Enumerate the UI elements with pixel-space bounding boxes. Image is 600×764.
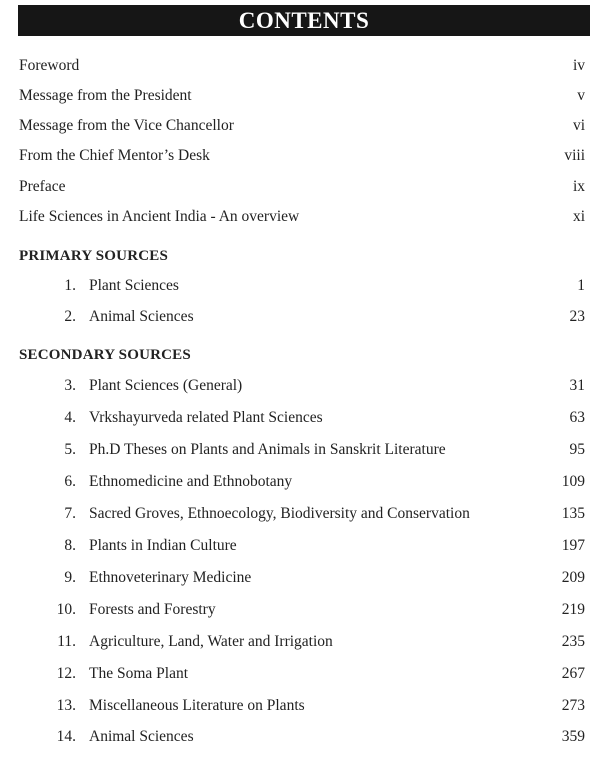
entry-number: 4. xyxy=(64,409,76,426)
entry-page: 197 xyxy=(561,537,585,554)
entry-number: 9. xyxy=(64,569,76,586)
entry-title: Agriculture, Land, Water and Irrigation xyxy=(89,633,333,650)
entry-title: Plant Sciences xyxy=(89,277,179,294)
toc-entry-3[interactable] xyxy=(19,374,585,398)
entry-title: Ph.D Theses on Plants and Animals in Sanskrit Literature xyxy=(89,441,446,458)
entry-page: 219 xyxy=(561,601,585,618)
entry-page: v xyxy=(577,87,585,104)
entry-title: Vrkshayurveda related Plant Sciences xyxy=(89,409,323,426)
entry-number: 11. xyxy=(57,633,76,650)
toc-entry-7[interactable] xyxy=(19,502,585,526)
toc-entry-14[interactable] xyxy=(19,725,585,749)
entry-page: 109 xyxy=(561,473,585,490)
toc-entry-2[interactable] xyxy=(19,305,585,329)
entry-page: 135 xyxy=(561,505,585,522)
contents-header-bar xyxy=(18,5,590,36)
entry-title: Preface xyxy=(19,178,66,195)
entry-title: Ethnomedicine and Ethnobotany xyxy=(89,473,293,490)
entry-title: Life Sciences in Ancient India - An overview xyxy=(19,208,300,225)
entry-number: 2. xyxy=(64,308,76,325)
entry-page: ix xyxy=(572,178,585,195)
entry-page: 267 xyxy=(561,665,585,682)
entry-page: xi xyxy=(572,208,585,225)
entry-title: Forests and Forestry xyxy=(89,601,216,618)
entry-number: 6. xyxy=(64,473,76,490)
toc-entry-5[interactable] xyxy=(19,438,585,462)
section-heading-primary: PRIMARY SOURCES xyxy=(19,248,169,264)
entry-page: 63 xyxy=(569,409,585,426)
entry-page: 235 xyxy=(561,633,585,650)
entry-title: Message from the President xyxy=(19,87,192,104)
entry-title: Plants in Indian Culture xyxy=(89,537,237,554)
toc-entry-12[interactable] xyxy=(19,662,585,686)
entry-page: 359 xyxy=(561,728,585,745)
entry-page: iv xyxy=(572,57,585,74)
toc-entry-4[interactable] xyxy=(19,406,585,430)
entry-title: Miscellaneous Literature on Plants xyxy=(89,697,305,714)
entry-number: 8. xyxy=(64,537,76,554)
entry-title: The Soma Plant xyxy=(89,665,189,682)
entry-title: From the Chief Mentor’s Desk xyxy=(19,147,210,164)
toc-entry-6[interactable] xyxy=(19,470,585,494)
entry-page: 23 xyxy=(569,308,585,325)
toc-entry-chief-mentor[interactable] xyxy=(19,144,585,168)
entry-page: vi xyxy=(572,117,585,134)
entry-number: 13. xyxy=(56,697,76,714)
entry-number: 12. xyxy=(56,665,76,682)
toc-entry-11[interactable] xyxy=(19,630,585,654)
entry-page: 273 xyxy=(561,697,585,714)
entry-number: 3. xyxy=(64,377,76,394)
toc-entry-overview[interactable] xyxy=(19,205,585,229)
entry-page: viii xyxy=(564,147,585,164)
entry-page: 209 xyxy=(561,569,585,586)
toc-entry-8[interactable] xyxy=(19,534,585,558)
toc-entry-message-president[interactable] xyxy=(19,84,585,108)
entry-number: 1. xyxy=(64,277,76,294)
toc-entry-message-vice-chancellor[interactable] xyxy=(19,114,585,138)
entry-title: Animal Sciences xyxy=(89,728,194,745)
entry-title: Ethnoveterinary Medicine xyxy=(89,569,252,586)
entry-title: Animal Sciences xyxy=(89,308,194,325)
toc-entry-1[interactable] xyxy=(19,274,585,298)
entry-title: Foreword xyxy=(19,57,80,74)
toc-entry-preface[interactable] xyxy=(19,175,585,199)
section-heading-secondary: SECONDARY SOURCES xyxy=(19,347,191,363)
entry-number: 14. xyxy=(56,728,76,745)
entry-page: 31 xyxy=(569,377,585,394)
entry-title: Message from the Vice Chancellor xyxy=(19,117,234,134)
entry-number: 5. xyxy=(64,441,76,458)
toc-entry-13[interactable] xyxy=(19,694,585,718)
toc-entry-foreword[interactable] xyxy=(19,54,585,78)
entry-number: 7. xyxy=(64,505,76,522)
toc-entry-9[interactable] xyxy=(19,566,585,590)
entry-page: 95 xyxy=(569,441,585,458)
entry-page: 1 xyxy=(577,277,585,294)
toc-entry-10[interactable] xyxy=(19,598,585,622)
page-title: CONTENTS xyxy=(238,7,370,33)
entry-number: 10. xyxy=(56,601,76,618)
entry-title: Sacred Groves, Ethnoecology, Biodiversity and Conservation xyxy=(89,505,470,522)
entry-title: Plant Sciences (General) xyxy=(89,377,243,394)
